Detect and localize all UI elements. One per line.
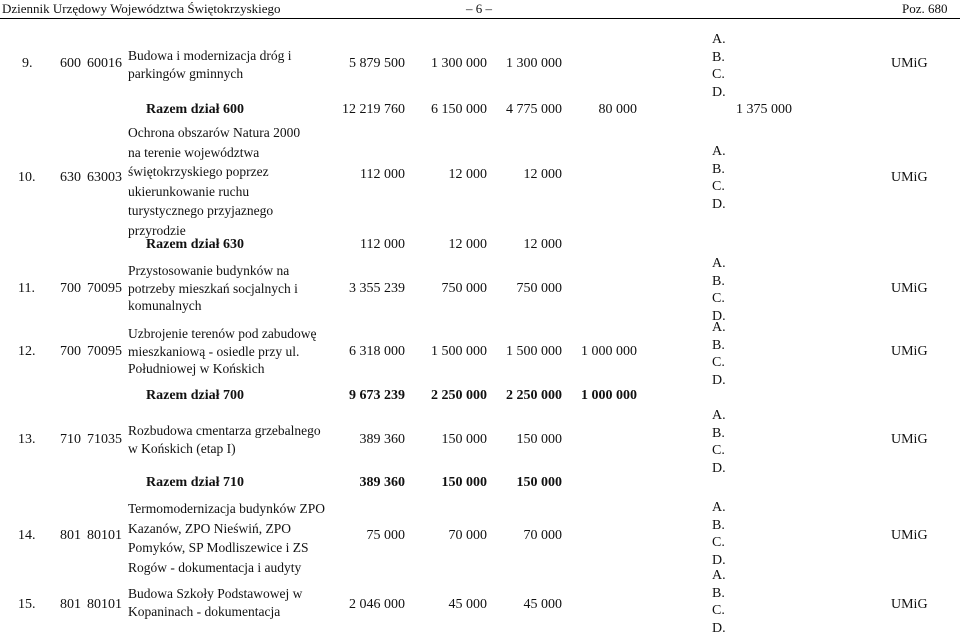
executor-unit: UMiG: [891, 344, 928, 359]
value-3: 45 000: [523, 597, 562, 612]
total-value-3: 4 775 000: [506, 102, 562, 117]
task-description: Rozbudowa cmentarza grzebalnego w Końskich (etap I): [128, 423, 321, 456]
dzial-code: 801: [60, 528, 81, 543]
value-total: 112 000: [360, 167, 405, 182]
dzial-code: 700: [60, 344, 81, 359]
total-label: Razem dział 630: [146, 237, 244, 252]
dzial-code: 600: [60, 56, 81, 71]
total-value-4: 1 000 000: [581, 388, 637, 403]
value-3: 70 000: [523, 528, 562, 543]
executor-unit: UMiG: [891, 56, 928, 71]
value-total: 5 879 500: [349, 56, 405, 71]
row-number: 9.: [22, 56, 33, 71]
dzial-code: 801: [60, 597, 81, 612]
value-3: 12 000: [523, 167, 562, 182]
value-2: 70 000: [448, 528, 487, 543]
value-total: 6 318 000: [349, 344, 405, 359]
total-label: Razem dział 710: [146, 475, 244, 490]
executor-unit: UMiG: [891, 432, 928, 447]
value-2: 12 000: [448, 167, 487, 182]
value-2: 750 000: [441, 281, 487, 296]
value-total: 75 000: [366, 528, 405, 543]
total-value-2: 2 250 000: [431, 388, 487, 403]
source-letters: A. B. C. D.: [712, 500, 726, 568]
total-label: Razem dział 700: [146, 388, 244, 403]
value-2: 1 300 000: [431, 56, 487, 71]
value-2: 1 500 000: [431, 344, 487, 359]
value-3: 1 300 000: [506, 56, 562, 71]
header-rule: [0, 18, 960, 19]
row-number: 11.: [18, 281, 35, 296]
value-3: 150 000: [516, 432, 562, 447]
value-2: 45 000: [448, 597, 487, 612]
task-description: Budowa i modernizacja dróg i parkingów gminnych: [128, 48, 292, 81]
source-letters: A. B. C. D.: [712, 408, 726, 476]
rozdzial-code: 70095: [87, 344, 122, 359]
rozdzial-code: 80101: [87, 597, 122, 612]
row-number: 10.: [18, 170, 36, 185]
row-number: 13.: [18, 432, 36, 447]
total-value-3: 12 000: [523, 237, 562, 252]
source-letters: A. B. C. D.: [712, 144, 726, 212]
rozdzial-code: 70095: [87, 281, 122, 296]
total-value-5: 1 375 000: [736, 102, 792, 117]
total-value-1: 12 219 760: [342, 102, 405, 117]
dzial-code: 710: [60, 432, 81, 447]
total-value-3: 2 250 000: [506, 388, 562, 403]
source-letters: A. B. C. D.: [712, 568, 726, 636]
rozdzial-code: 60016: [87, 56, 122, 71]
rozdzial-code: 80101: [87, 528, 122, 543]
page-number: – 6 –: [466, 1, 492, 16]
value-3: 750 000: [516, 281, 562, 296]
total-label: Razem dział 600: [146, 102, 244, 117]
dzial-code: 700: [60, 281, 81, 296]
journal-title: Dziennik Urzędowy Województwa Świętokrzyskiego: [2, 1, 281, 16]
total-value-1: 112 000: [360, 237, 405, 252]
position-number: Poz. 680: [902, 1, 948, 16]
value-4: 1 000 000: [581, 344, 637, 359]
total-value-1: 389 360: [359, 475, 405, 490]
source-letters: A. B. C. D.: [712, 32, 726, 100]
value-2: 150 000: [441, 432, 487, 447]
executor-unit: UMiG: [891, 281, 928, 296]
value-total: 389 360: [359, 432, 405, 447]
task-description: Uzbrojenie terenów pod zabudowę mieszkaniową - osiedle przy ul. Południowej w Końskich: [128, 326, 317, 376]
executor-unit: UMiG: [891, 528, 928, 543]
value-total: 2 046 000: [349, 597, 405, 612]
total-value-2: 12 000: [448, 237, 487, 252]
source-letters: A. B. C. D.: [712, 256, 726, 324]
task-description: Ochrona obszarów Natura 2000 na terenie województwa świętokrzyskiego poprzez ukierunkowanie ruchu turystycznego przyjaznego przyrodzie: [128, 125, 301, 238]
task-description: Przystosowanie budynków na potrzeby mieszkań socjalnych i komunalnych: [128, 263, 298, 313]
total-value-4: 80 000: [598, 102, 637, 117]
rozdzial-code: 63003: [87, 170, 122, 185]
value-total: 3 355 239: [349, 281, 405, 296]
total-value-1: 9 673 239: [349, 388, 405, 403]
task-description: Budowa Szkoły Podstawowej w Kopaninach - dokumentacja: [128, 586, 303, 619]
total-value-2: 150 000: [441, 475, 487, 490]
total-value-3: 150 000: [516, 475, 562, 490]
executor-unit: UMiG: [891, 170, 928, 185]
executor-unit: UMiG: [891, 597, 928, 612]
row-number: 14.: [18, 528, 36, 543]
task-description: Termomodernizacja budynków ZPO Kazanów, ZPO Nieświń, ZPO Pomyków, SP Modliszewice i ZS Rogów - dokumentacja i audyty: [128, 501, 326, 575]
value-3: 1 500 000: [506, 344, 562, 359]
source-letters: A. B. C. D.: [712, 320, 726, 388]
rozdzial-code: 71035: [87, 432, 122, 447]
row-number: 15.: [18, 597, 36, 612]
dzial-code: 630: [60, 170, 81, 185]
total-value-2: 6 150 000: [431, 102, 487, 117]
row-number: 12.: [18, 344, 36, 359]
